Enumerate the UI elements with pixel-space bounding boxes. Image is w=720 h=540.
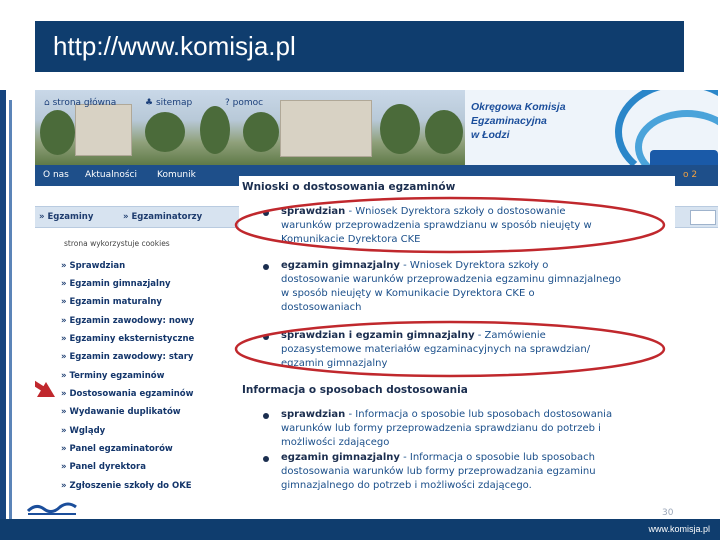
cookie-note: strona wykorzystuje cookies bbox=[64, 239, 170, 248]
home-icon: ⌂ bbox=[44, 98, 50, 108]
annotation-overlay bbox=[35, 90, 718, 500]
slide-title-bar bbox=[35, 21, 684, 72]
link-zamowienie-materialow[interactable]: sprawdzian i egzamin gimnazjalny - Zamówienie pozasystemowe materiałów egzaminacyjnych na sprawdzian/ egzamin gimnazjalny bbox=[281, 330, 591, 369]
oke-logo-text: Okręgowa Komisja Egzaminacyjna w Łodzi bbox=[471, 101, 566, 141]
slide-title: http://www.komisja.pl bbox=[53, 31, 296, 61]
link-informacja-gimnazjalny[interactable]: egzamin gimnazjalny - Informacja o sposobie lub sposobach dostosowania warunków lub formy przeprowadzania egzaminu gimnazjalnego do potrzeb i możliwości zdającego. bbox=[281, 452, 596, 491]
sidebar-item-egzamin-maturalny[interactable]: » Egzamin maturalny bbox=[61, 297, 162, 307]
left-decor-bar-2 bbox=[9, 100, 12, 520]
website-screenshot bbox=[35, 90, 718, 500]
footer-url: www.komisja.pl bbox=[648, 524, 710, 534]
left-decor-bar bbox=[0, 90, 6, 520]
sidebar-item-panel-dyrektora[interactable]: » Panel dyrektora bbox=[61, 462, 146, 472]
sidebar-item-egzamin-zawodowy-stary[interactable]: » Egzamin zawodowy: stary bbox=[61, 352, 194, 362]
sidebar-item-dostosowania-egzaminow[interactable]: » Dostosowania egzaminów bbox=[61, 389, 194, 399]
sidebar-item-wydawanie-duplikatow[interactable]: » Wydawanie duplikatów bbox=[61, 407, 181, 417]
section-title-wnioski: Wnioski o dostosowania egzaminów bbox=[242, 181, 456, 193]
sidebar-item-egzamin-zawodowy-nowy[interactable]: » Egzamin zawodowy: nowy bbox=[61, 316, 195, 326]
nav-item-komunikaty[interactable]: Komunik bbox=[157, 170, 196, 180]
help-link[interactable]: ? pomoc bbox=[225, 98, 264, 108]
sidebar-item-egzamin-gimnazjalny[interactable]: » Egzamin gimnazjalny bbox=[61, 279, 171, 289]
oke-small-logo bbox=[26, 501, 78, 517]
footer-bar bbox=[0, 519, 720, 540]
help-icon: ? bbox=[225, 98, 230, 108]
sidebar-item-egzaminy-eksternistyczne[interactable]: » Egzaminy eksternistyczne bbox=[61, 334, 195, 344]
nav-item-partial[interactable]: o 2 bbox=[683, 170, 698, 180]
link-wniosek-sprawdzian[interactable]: sprawdzian - Wniosek Dyrektora szkoły o dostosowanie warunków przeprowadzenia sprawdzianu w sposób nieujęty w Komunikacie Dyrektora CKE bbox=[281, 206, 592, 245]
sidebar-item-panel-egzaminatorow[interactable]: » Panel egzaminatorów bbox=[61, 444, 173, 454]
page-number: 30 bbox=[662, 508, 674, 518]
link-wniosek-gimnazjalny[interactable]: egzamin gimnazjalny - Wniosek Dyrektora szkoły o dostosowanie warunków przeprowadzenia egzaminu gimnazjalnego w sposób nieujęty w Komunikacie Dyrektora CKE o dostosowaniach bbox=[281, 260, 621, 313]
home-link[interactable]: ⌂ strona główna bbox=[44, 98, 117, 108]
subnav-item-egzaminy[interactable]: » Egzaminy bbox=[39, 212, 94, 222]
sidebar-item-zgloszenie-szkoly[interactable]: » Zgłoszenie szkoły do OKE bbox=[61, 481, 192, 491]
nav-item-aktualnosci[interactable]: Aktualności bbox=[85, 170, 137, 180]
sidebar-item-sprawdzian[interactable]: » Sprawdzian bbox=[61, 261, 126, 271]
sitemap-icon: ♣ bbox=[145, 98, 154, 108]
subnav-item-egzaminatorzy[interactable]: » Egzaminatorzy bbox=[123, 212, 203, 222]
section-title-informacja: Informacja o sposobach dostosowania bbox=[242, 384, 468, 396]
link-informacja-sprawdzian[interactable]: sprawdzian - Informacja o sposobie lub sposobach dostosowania warunków lub formy przeprowadzenia sprawdzianu do potrzeb i możliwości zdającego bbox=[281, 409, 613, 448]
sitemap-link[interactable]: ♣ sitemap bbox=[145, 98, 193, 108]
highlight-ellipse-zamowienie bbox=[236, 322, 664, 376]
sidebar-item-terminy-egzaminow[interactable]: » Terminy egzaminów bbox=[61, 371, 165, 381]
sidebar-item-wglady[interactable]: » Wglądy bbox=[61, 426, 106, 436]
highlight-ellipse-sprawdzian bbox=[236, 198, 664, 252]
nav-item-o-nas[interactable]: O nas bbox=[43, 170, 69, 180]
